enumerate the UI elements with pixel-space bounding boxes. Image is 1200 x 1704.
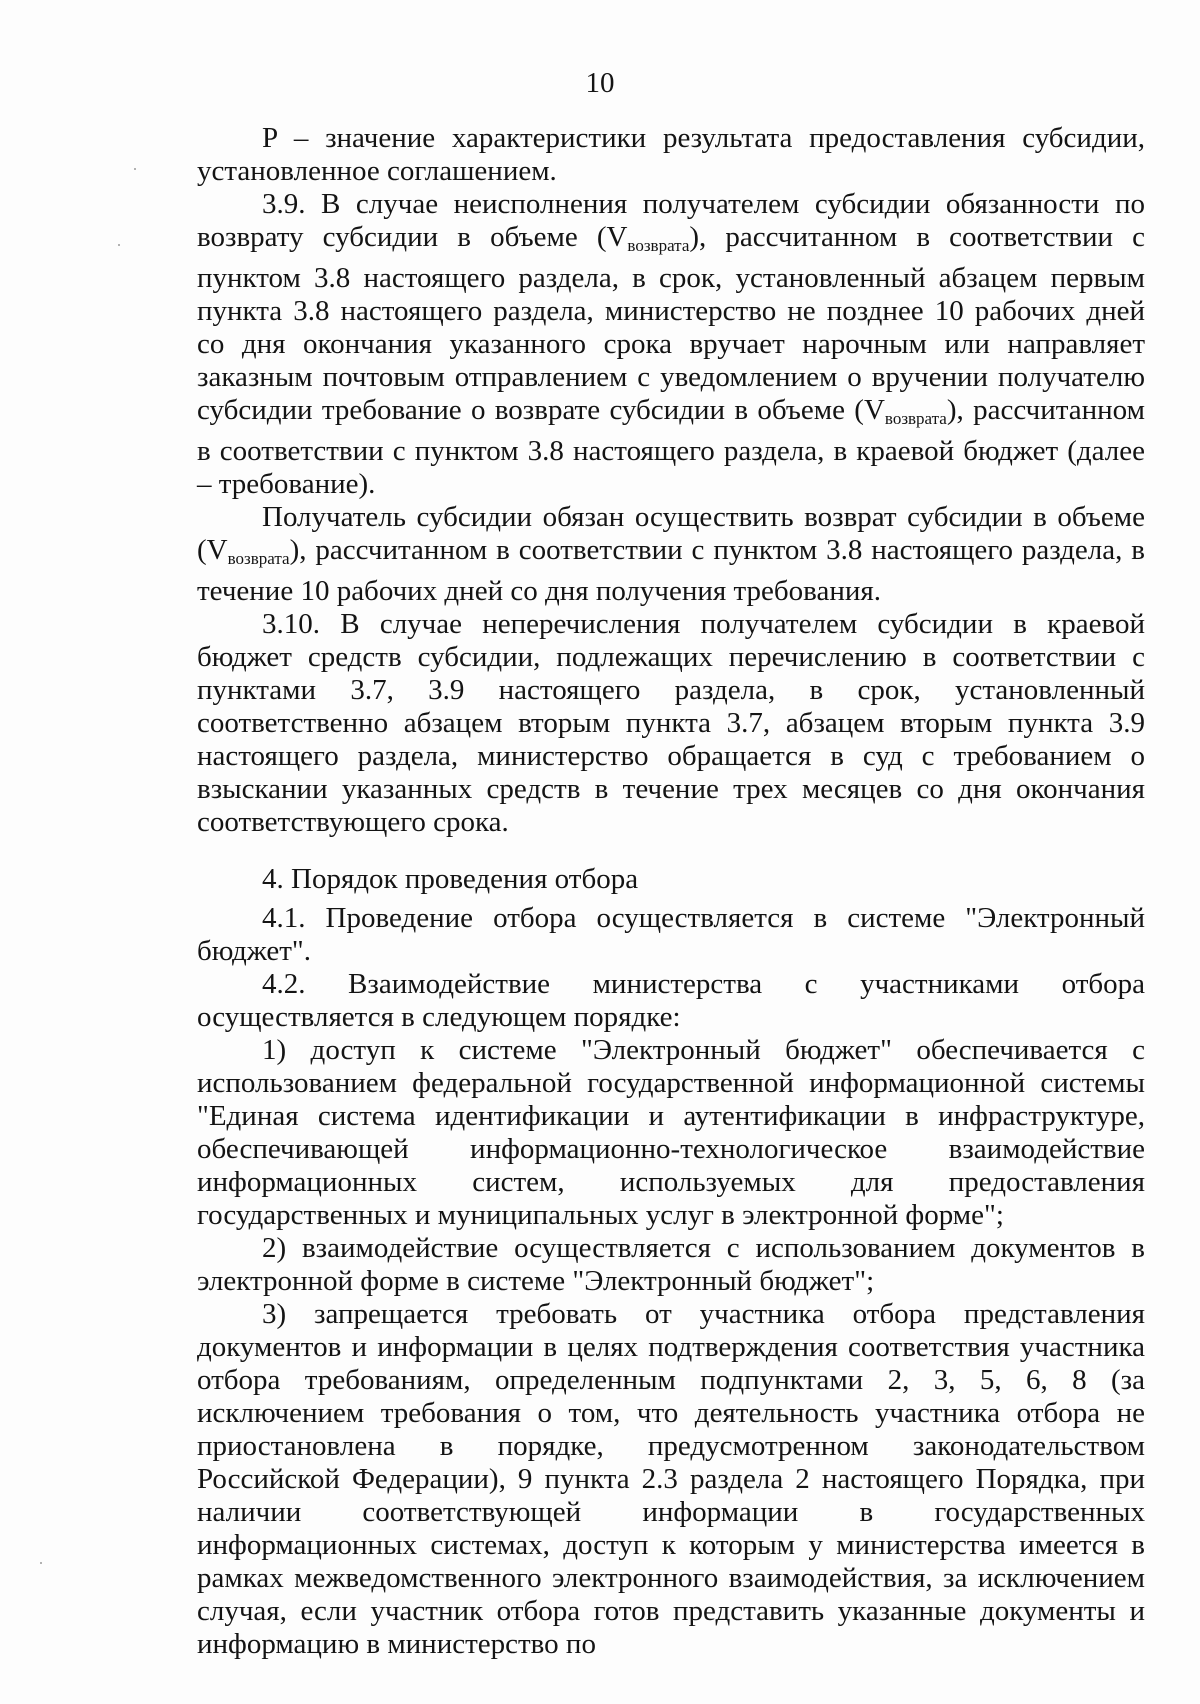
paragraph-recipient-text-b: ), рассчитанном в соответствии с пунктом 3.8 настоящего раздела, в течение 10 рабочих дней со дня получения требования. bbox=[197, 534, 1145, 607]
paragraph-3-9-text-c: ), рассчитанном в соответствии с пунктом 3.8 настоящего раздела, в краевой бюджет (далее – требование). bbox=[197, 394, 1145, 500]
list-item-1: 1) доступ к системе "Электронный бюджет" обеспечивается с использованием федеральной государственной информационной системы "Единая система идентификации и аутентификации в инфраструктуре, обеспечивающей информационно-технологическое взаимодействие информационных систем, используемых для предоставления государственных и муниципальных услуг в электронной форме"; bbox=[197, 1034, 1145, 1231]
section-heading-4: 4. Порядок проведения отбора bbox=[262, 863, 639, 895]
page-number: 10 bbox=[585, 67, 615, 99]
paragraph-4-1: 4.1. Проведение отбора осуществляется в системе "Электронный бюджет". bbox=[197, 902, 1145, 967]
scan-artifact bbox=[134, 168, 136, 170]
scan-artifact bbox=[40, 1562, 42, 1564]
paragraph-recipient-text-a: Получатель субсидии обязан осуществить возврат субсидии в объеме (V bbox=[197, 501, 1145, 566]
subscript-vozvrata: возврата bbox=[227, 549, 290, 568]
paragraph-3-10: 3.10. В случае неперечисления получателем субсидии в краевой бюджет средств субсидии, подлежащих перечислению в соответствии с пунктами 3.7, 3.9 настоящего раздела, в срок, установленный соответственно абзацем вторым пункта 3.7, абзацем вторым пункта 3.9 настоящего раздела, министерство обращается в суд с требованием о взыскании указанных средств в течение трех месяцев со дня окончания соответствующего срока. bbox=[197, 608, 1145, 838]
list-item-3: 3) запрещается требовать от участника отбора представления документов и информации в целях подтверждения соответствия участника отбора требованиям, определенным подпунктами 2, 3, 5, 6, 8 (за исключением требования о том, что деятельность участника отбора не приостановлена в порядке, предусмотренном законодательством Российской Федерации), 9 пункта 2.3 раздела 2 настоящего Порядка, при наличии соответствующей информации в государственных информационных системах, доступ к которым у министерства имеется в рамках межведомственного электронного взаимодействия, за исключением случая, если участник отбора готов представить указанные документы и информацию в министерство по bbox=[197, 1298, 1145, 1660]
document-body bbox=[197, 122, 1145, 1661]
paragraph-4-2: 4.2. Взаимодействие министерства с участниками отбора осуществляется в следующем порядке: bbox=[197, 968, 1145, 1033]
paragraph-p-value: P – значение характеристики результата предоставления субсидии, установленное соглашением. bbox=[197, 122, 1145, 187]
scan-artifact bbox=[118, 244, 120, 246]
paragraph-3-9 bbox=[197, 188, 1145, 501]
subscript-vozvrata: возврата bbox=[627, 236, 690, 255]
list-item-2: 2) взаимодействие осуществляется с использованием документов в электронной форме в системе "Электронный бюджет"; bbox=[197, 1232, 1145, 1297]
subscript-vozvrata: возврата bbox=[884, 409, 947, 428]
paragraph-recipient-obligation bbox=[197, 501, 1145, 608]
paragraph-3-9-text-a: 3.9. В случае неисполнения получателем субсидии обязанности по возврату субсидии в объеме (V bbox=[197, 188, 1145, 253]
paragraph-3-9-text-b: ), рассчитанном в соответствии с пунктом 3.8 настоящего раздела, в срок, установленный абзацем первым пункта 3.8 настоящего раздела, министерство не позднее 10 рабочих дней со дня окончания указанного срока вручает нарочным или направляет заказным почтовым отправлением с уведомлением о вручении получателю субсидии требование о возврате субсидии в объеме (V bbox=[197, 221, 1145, 426]
